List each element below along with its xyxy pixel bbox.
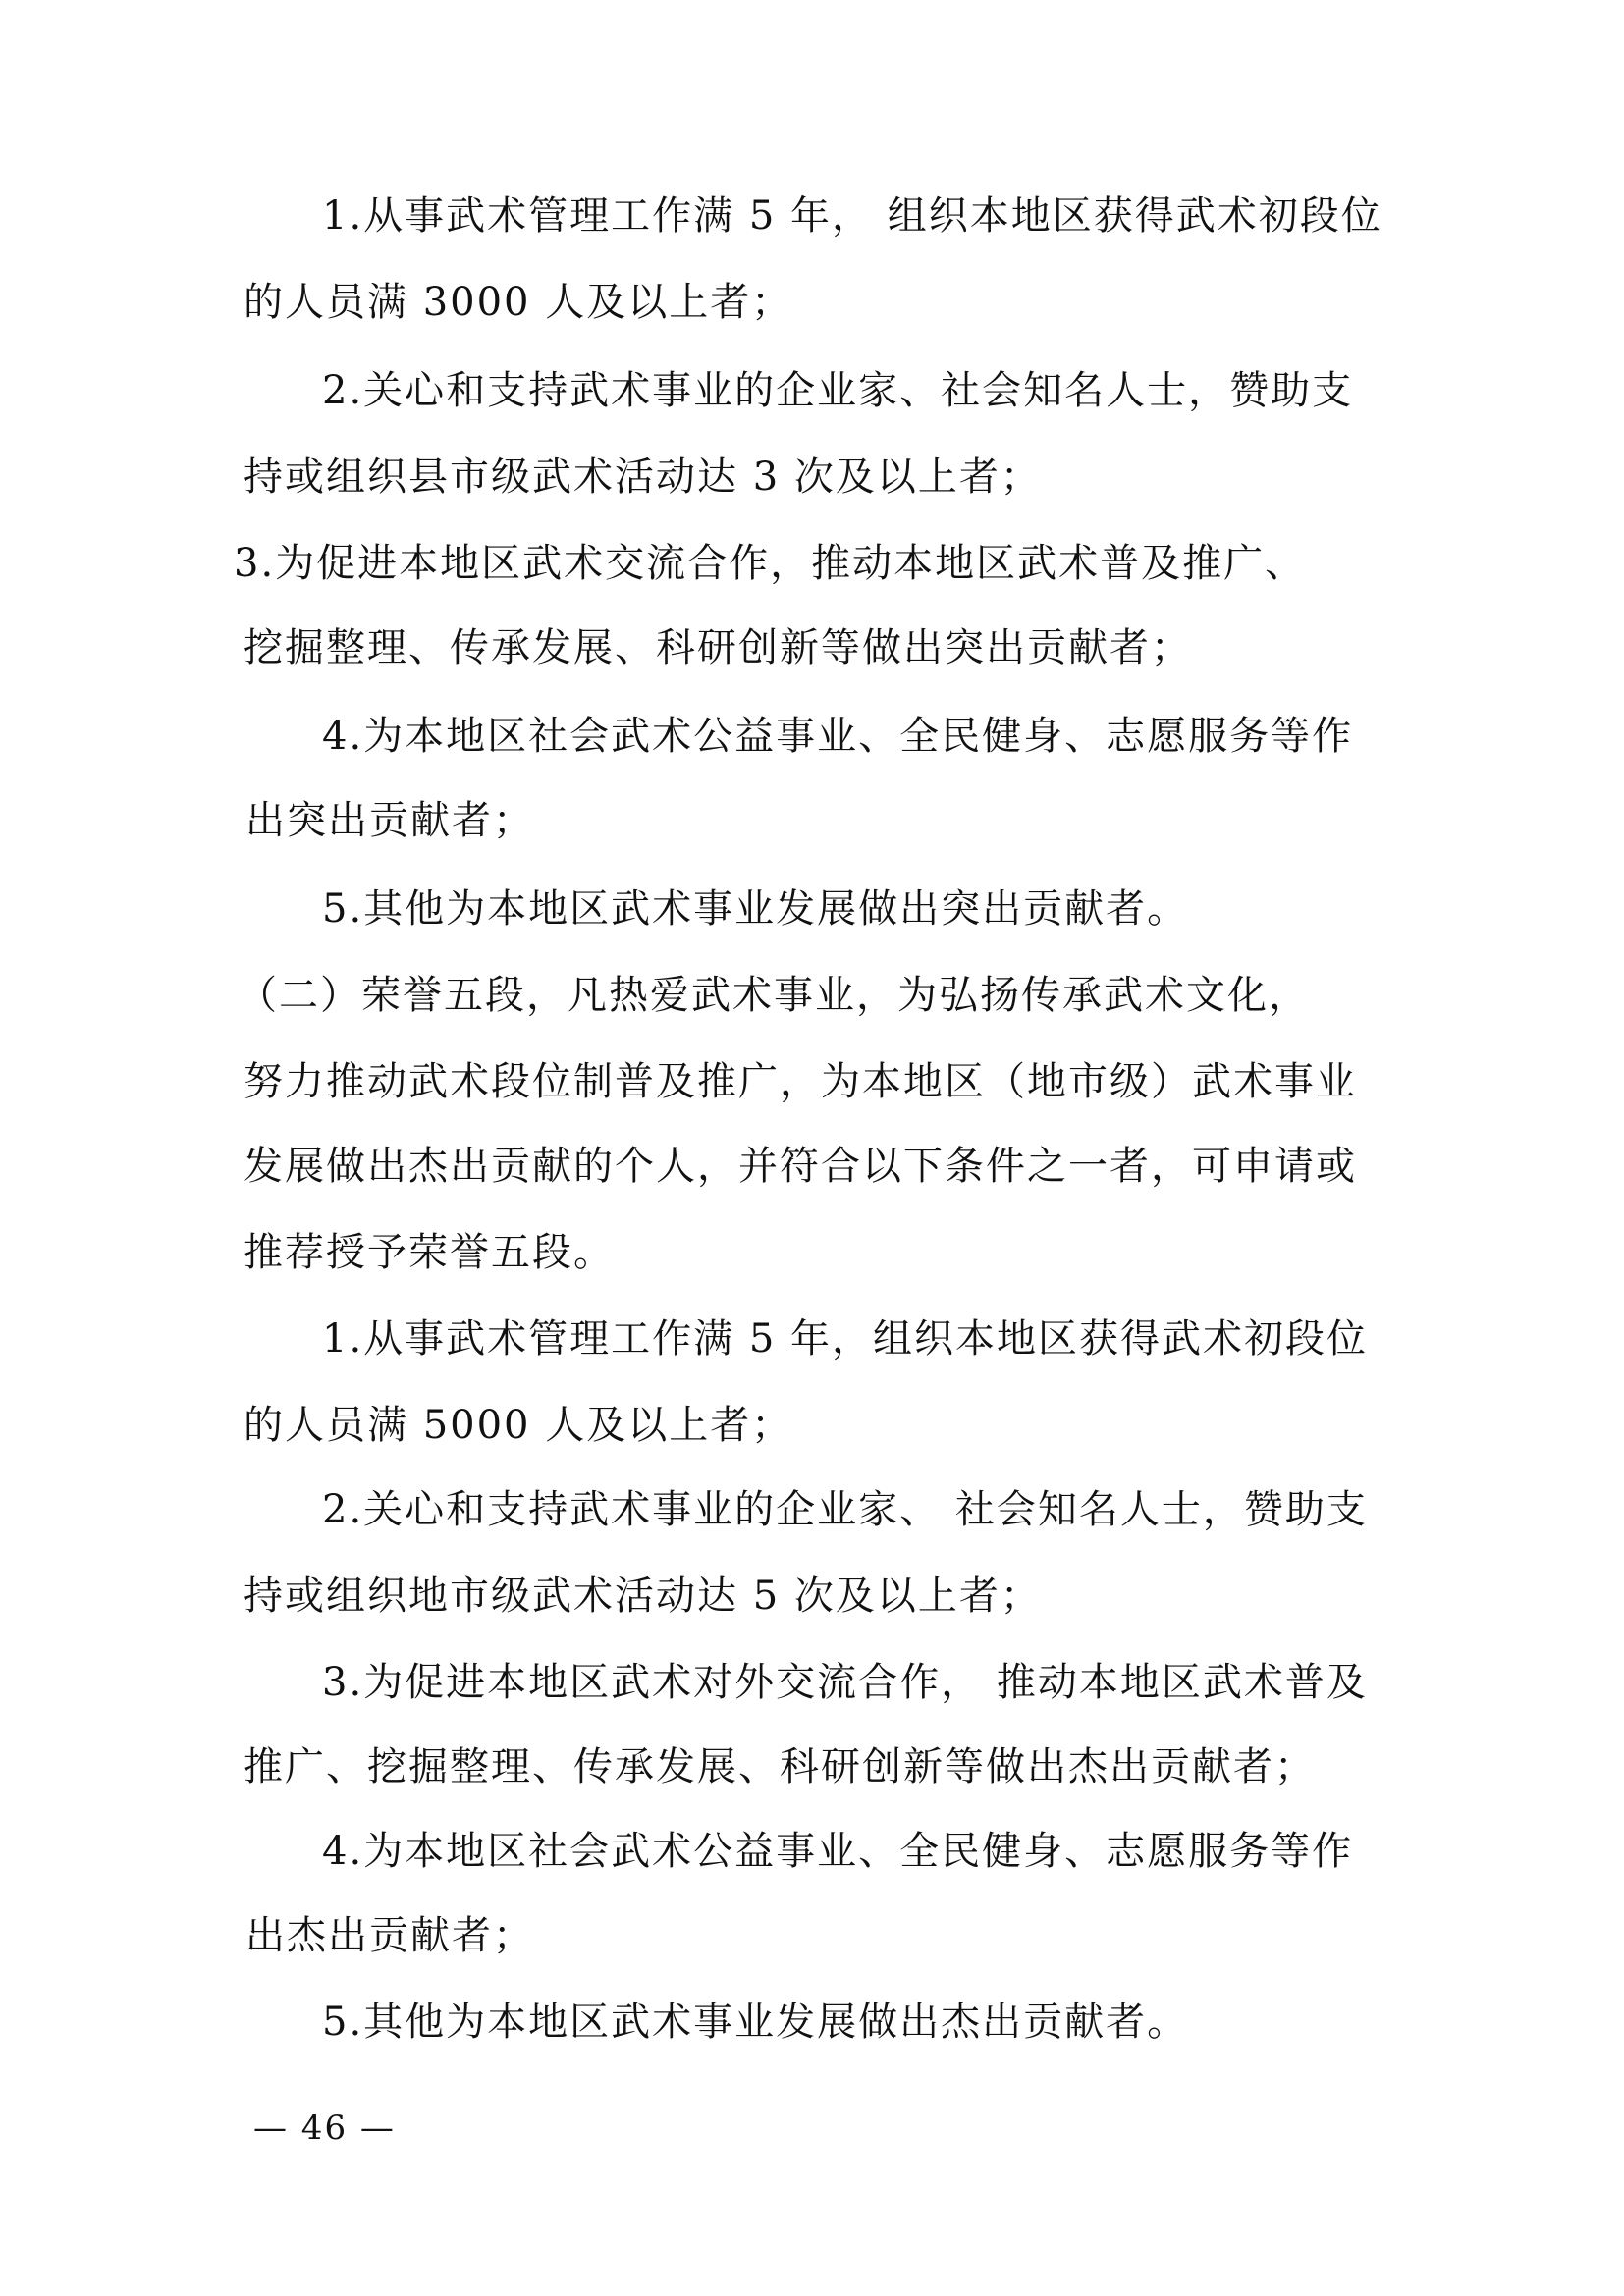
paragraph-line: 5.其他为本地区武术事业发展做出杰出贡献者。 xyxy=(322,2000,1189,2045)
paragraph-line: 2.关心和支持武术事业的企业家、 社会知名人士，赞助支 xyxy=(322,1487,1368,1532)
paragraph-line: 努力推动武术段位制普及推广，为本地区（地市级）武术事业 xyxy=(244,1059,1357,1104)
paragraph-line: 1.从事武术管理工作满 5 年，组织本地区获得武术初段位 xyxy=(322,1316,1369,1362)
paragraph-line: 挖掘整理、传承发展、科研创新等做出突出贡献者； xyxy=(244,625,1192,670)
paragraph-line: 出突出贡献者； xyxy=(245,798,534,843)
paragraph-line: 出杰出贡献者； xyxy=(245,1913,534,1958)
paragraph-line: 3.为促进本地区武术交流合作，推动本地区武术普及推广、 xyxy=(234,541,1307,586)
paragraph-line: 1.从事武术管理工作满 5 年， 组织本地区获得武术初段位 xyxy=(322,193,1382,239)
paragraph-line: 5.其他为本地区武术事业发展做出突出贡献者。 xyxy=(322,886,1189,932)
paragraph-line: 3.为促进本地区武术对外交流合作， 推动本地区武术普及 xyxy=(322,1660,1368,1705)
paragraph-line: 发展做出杰出贡献的个人，并符合以下条件之一者，可申请或 xyxy=(244,1144,1357,1189)
paragraph-line: 4.为本地区社会武术公益事业、全民健身、志愿服务等作 xyxy=(322,714,1354,759)
paragraph-line: 2.关心和支持武术事业的企业家、社会知名人士，赞助支 xyxy=(322,368,1354,413)
paragraph-line: 推荐授予荣誉五段。 xyxy=(244,1230,615,1275)
paragraph-line: 推广、挖掘整理、传承发展、科研创新等做出杰出贡献者； xyxy=(244,1744,1316,1789)
paragraph-line: 的人员满 3000 人及以上者； xyxy=(244,280,793,325)
paragraph-line: 4.为本地区社会武术公益事业、全民健身、志愿服务等作 xyxy=(322,1829,1354,1874)
page-number: — 46 — xyxy=(253,2109,396,2148)
paragraph-line: 的人员满 5000 人及以上者； xyxy=(244,1403,793,1448)
paragraph-line: 持或组织地市级武术活动达 5 次及以上者； xyxy=(244,1574,1042,1619)
paragraph-line: （二）荣誉五段，凡热爱武术事业，为弘扬传承武术文化， xyxy=(238,973,1310,1018)
paragraph-line: 持或组织县市级武术活动达 3 次及以上者； xyxy=(244,454,1042,500)
